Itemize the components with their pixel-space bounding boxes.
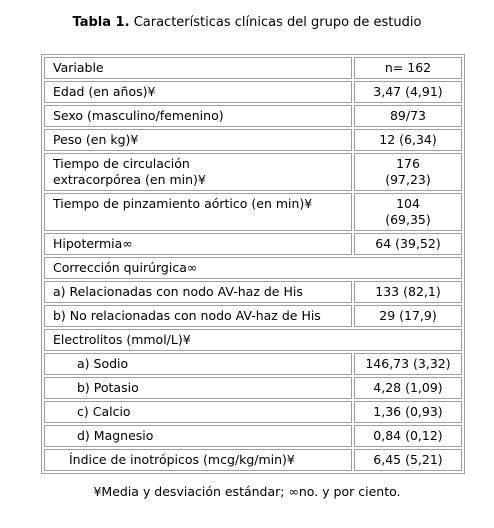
label-cell: b) Potasio [44,377,352,399]
label-cell: a) Relacionadas con nodo AV-haz de His [44,281,352,303]
section-label-cell: Corrección quirúrgica∞ [44,257,462,279]
table-number: Tabla 1. [72,15,130,30]
label-line: Tiempo de circulación [53,156,190,171]
value-cell [354,193,462,231]
label-cell: Peso (en kg)¥ [44,129,352,151]
label-line: extracorpórea (en min)¥ [53,172,206,187]
label-cell: Hipotermia∞ [44,233,352,255]
label-cell: b) No relacionadas con nodo AV-haz de His [44,305,352,327]
table-row-calcio [44,401,462,423]
label-cell: a) Sodio [44,353,352,375]
table-row-magnesio [44,425,462,447]
table-row-pinzamiento [44,193,462,231]
value-line: (69,35) [385,212,431,227]
value-cell: 89/73 [354,105,462,127]
value-cell: 0,84 (0,12) [354,425,462,447]
table-row-potasio [44,377,462,399]
label-cell: Sexo (masculino/femenino) [44,105,352,127]
table-row-hipotermia [44,233,462,255]
table-row-peso [44,129,462,151]
value-cell: 3,47 (4,91) [354,81,462,103]
table-footnote: ¥Media y desviación estándar; ∞no. y por ciento. [93,484,401,499]
label-cell [44,153,352,191]
table-row-sexo [44,105,462,127]
table-title: Características clínicas del grupo de estudio [133,15,422,30]
clinical-characteristics-table [41,54,465,474]
value-cell: 6,45 (5,21) [354,449,462,471]
table-row-no-relacionadas [44,305,462,327]
table-section-correccion [44,257,462,279]
value-line: 104 [396,196,420,211]
label-cell: Edad (en años)¥ [44,81,352,103]
label-cell: c) Calcio [44,401,352,423]
label-cell: Índice de inotrópicos (mcg/kg/min)¥ [44,449,352,471]
table-row-circulacion [44,153,462,191]
table-row-relacionadas [44,281,462,303]
value-cell: 146,73 (3,32) [354,353,462,375]
value-cell: 1,36 (0,93) [354,401,462,423]
header-variable-cell: Variable [44,57,352,79]
table-row-edad [44,81,462,103]
value-cell: 29 (17,9) [354,305,462,327]
value-cell: 12 (6,34) [354,129,462,151]
section-label-cell: Electrolitos (mmol/L)¥ [44,329,462,351]
table-caption [0,14,494,32]
table-row-inotropicos [44,449,462,471]
value-cell: 133 (82,1) [354,281,462,303]
table-row-sodio [44,353,462,375]
value-line: 176 [396,156,420,171]
table-header-row [44,57,462,79]
value-cell [354,153,462,191]
value-cell: 64 (39,52) [354,233,462,255]
table-section-electrolitos [44,329,462,351]
label-cell: d) Magnesio [44,425,352,447]
label-cell: Tiempo de pinzamiento aórtico (en min)¥ [44,193,352,231]
value-line: (97,23) [385,172,431,187]
header-n-cell: n= 162 [354,57,462,79]
value-cell: 4,28 (1,09) [354,377,462,399]
